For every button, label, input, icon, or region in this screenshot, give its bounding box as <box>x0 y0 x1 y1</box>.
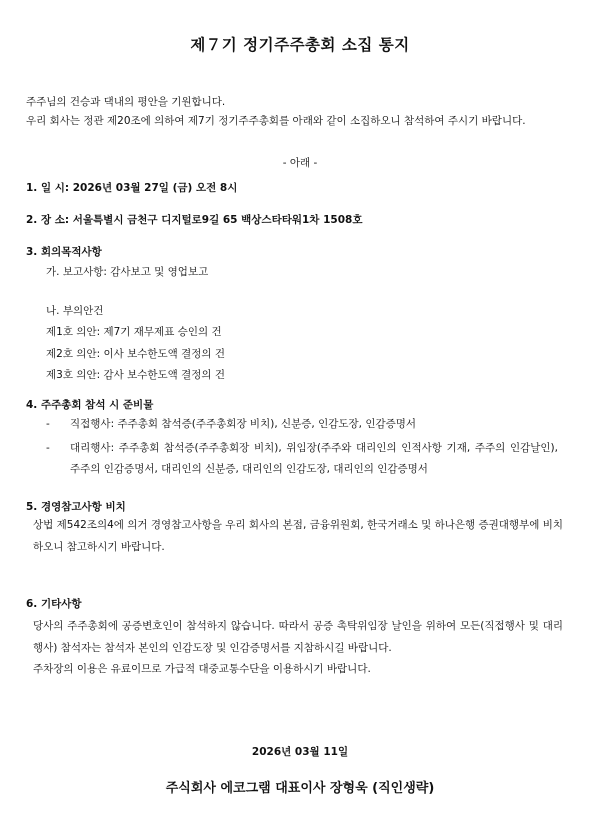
list-item <box>46 438 558 481</box>
agenda-heading: 나. 부의안건 <box>46 304 104 317</box>
agenda-item: 제2호 의안: 이사 보수한도액 결정의 건 <box>46 347 226 360</box>
preparation-list <box>46 414 558 481</box>
section-agenda-heading: 3. 회의목적사항 <box>26 246 102 258</box>
parking-notice: 주차장의 이용은 유료이므로 가급적 대중교통수단을 이용하시기 바랍니다. <box>33 663 371 675</box>
section-other-heading: 6. 기타사항 <box>26 598 82 610</box>
signer-line: 주식회사 에코그램 대표이사 장형욱 (직인생략) <box>165 781 435 796</box>
divider-label: - 아래 - <box>282 157 318 169</box>
intro-greeting: 주주님의 건승과 댁내의 평안을 기원합니다. <box>26 96 226 108</box>
section-preparation-heading: 4. 주주총회 참석 시 준비물 <box>26 399 154 411</box>
list-item <box>46 414 558 436</box>
section-datetime: 1. 일 시: 2026년 03월 27일 (금) 오전 8시 <box>26 182 238 194</box>
other-notes <box>33 616 563 681</box>
agenda-block <box>46 262 566 387</box>
section-venue: 2. 장 소: 서울특별시 금천구 디지털로9길 65 백상스타타워1차 1508호 <box>26 214 363 226</box>
agenda-item: 제1호 의안: 제7기 재무제표 승인의 건 <box>46 326 222 338</box>
report-items: 가. 보고사항: 감사보고 및 영업보고 <box>46 266 209 278</box>
agenda-item: 제3호 의안: 감사 보수한도액 결정의 건 <box>46 369 226 381</box>
notice-title: 제７기 정기주주총회 소집 통지 <box>190 36 410 54</box>
reference-text: 상법 제542조의4에 의거 경영참고사항을 우리 회사의 본점, 금융위원회, 한국거래소 및 하나은행 증권대행부에 비치하오니 참고하시기 바랍니다. <box>33 519 563 553</box>
bullet-dash: - <box>46 418 50 430</box>
notary-notice: 당사의 주주총회에 공증변호인이 참석하지 않습니다. 따라서 공증 촉탁위임장 날인을 위하여 모든(직접행사 및 대리행사) 참석자는 참석자 본인의 인감도장 및 인감증명서를 지참하시길 바랍니다. <box>33 620 563 654</box>
intro-paragraph <box>26 93 574 131</box>
direct-attendance-items: 직접행사: 주주총회 참석증(주주총회장 비치), 신분증, 인감도장, 인감증명서 <box>70 418 417 430</box>
proxy-attendance-items: 대리행사: 주주총회 참석증(주주총회장 비치), 위임장(주주와 대리인의 인적사항 기재, 주주의 인감날인), 주주의 인감증명서, 대리인의 신분증, 대리인의 인감도장, 대리인의 인감증명서 <box>70 441 558 475</box>
intro-convocation: 우리 회사는 정관 제20조에 의하여 제7기 정기주주총회를 아래와 같이 소집하오니 참석하여 주시기 바랍니다. <box>26 115 526 127</box>
notice-date: 2026년 03월 11일 <box>251 746 349 758</box>
bullet-dash: - <box>46 441 50 454</box>
section-reference-heading: 5. 경영참고사항 비치 <box>26 501 126 513</box>
